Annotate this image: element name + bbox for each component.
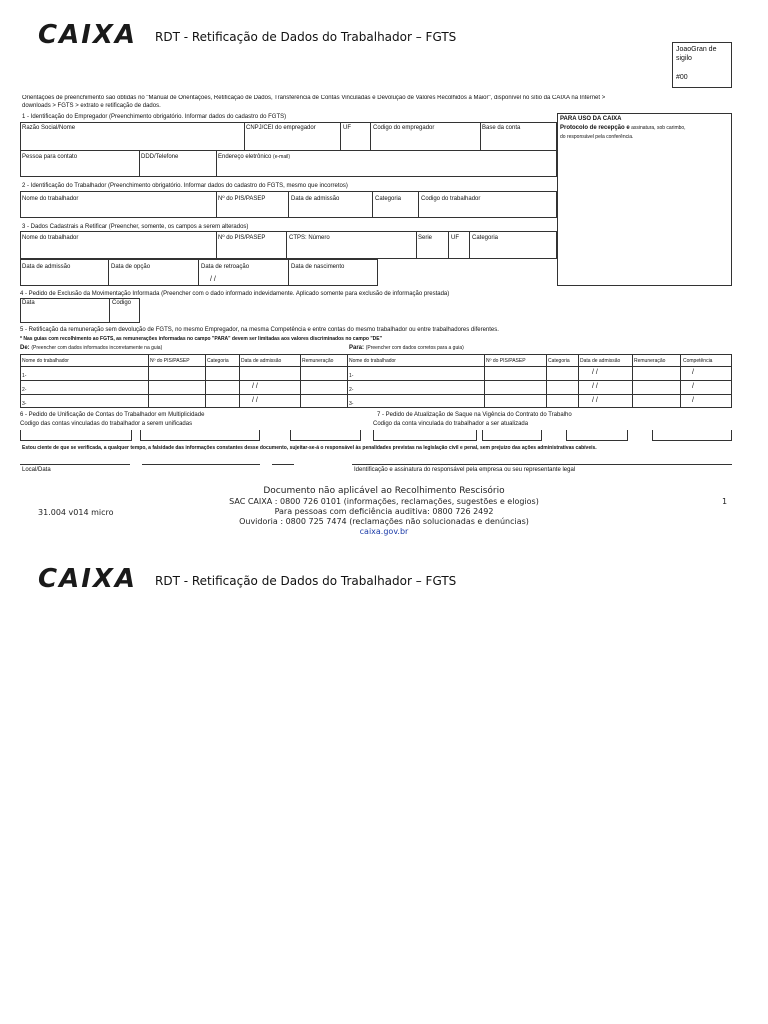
row-para-2[interactable]: 2-	[349, 387, 354, 393]
sec5-note: * Nas guias com recolhimento ao FGTS, as remunerações informadas no campo "PARA" devem ser limitadas aos valores discriminados no campo "DE"	[20, 336, 383, 342]
page2-title: RDT - Retificação de Dados do Trabalhador – FGTS	[155, 574, 457, 588]
sec5-v4	[300, 354, 301, 408]
col-de-categoria: Categoria	[207, 358, 229, 364]
col-para-pis: Nº do PIS/PASEP	[486, 358, 526, 364]
field-serie[interactable]: Serie	[418, 235, 433, 241]
sec2-div-d	[418, 191, 419, 218]
corner-line-3: #00	[676, 74, 688, 81]
sec7-sub: Codigo da conta vinculada do trabalhador a ser atualizada	[373, 421, 529, 427]
field-uf[interactable]: UF	[343, 125, 351, 131]
field-base-conta[interactable]: Base da conta	[482, 125, 521, 131]
declaration-text: Estou ciente de que se verificada, a qualquer tempo, a falsidade das informações constantes desse documento, sujeitar-se-á o responsável às penalidades previstas na legislação civil e penal, sem prejuízo das ações administrativas cabíveis.	[22, 445, 597, 451]
field-nome-trabalhador-3[interactable]: Nome do trabalhador	[22, 235, 79, 241]
sign-line-3	[272, 464, 294, 465]
sec5-de: De:	[20, 345, 30, 351]
field-codigo-empregador[interactable]: Codigo do empregador	[373, 125, 435, 131]
col-para-admissao: Data de admissão	[580, 358, 621, 364]
footer-link[interactable]: caixa.gov.br	[359, 527, 409, 536]
sec1-div-a	[244, 122, 245, 150]
uso-caixa-text-bold: Protocolo de recepção e	[560, 125, 630, 131]
col-para-remuneracao: Remuneração	[634, 358, 666, 364]
sec5-v2	[205, 354, 206, 408]
field-email[interactable]	[218, 154, 290, 161]
field-razao-social[interactable]: Razão Social/Nome	[22, 125, 76, 131]
col-de-admissao: Data de admissão	[241, 358, 282, 364]
field-categoria[interactable]: Categoria	[375, 196, 402, 202]
signature-line	[352, 464, 732, 465]
sec4-div	[109, 298, 110, 323]
field-nome-trabalhador[interactable]: Nome do trabalhador	[22, 196, 79, 202]
field-pis[interactable]: Nº do PIS/PASEP	[218, 196, 266, 202]
sec2-div-c	[372, 191, 373, 218]
sec3-div-d	[448, 231, 449, 259]
uso-caixa-text-2: do responsável pela conferência.	[560, 134, 634, 140]
uso-caixa-title: PARA USO DA CAIXA	[560, 116, 622, 122]
sec3-div-f	[108, 259, 109, 286]
page-number: 1	[722, 497, 728, 506]
field-email-note: (e-mail)	[273, 154, 290, 160]
field-data-4[interactable]: Data	[22, 300, 35, 306]
uso-caixa-text	[560, 125, 686, 132]
sec5-para: Para:	[349, 345, 365, 351]
sec1-div-f	[216, 150, 217, 177]
sec4-header: 4 - Pedido de Exclusão da Movimentação Informada (Preencher com o dado informado indevidamente. Aplicado somente para exclusão de informação prestada)	[20, 291, 450, 297]
sec1-row-divider	[20, 150, 557, 151]
retroacao-slash: / /	[210, 276, 216, 283]
footer-code: 31.004 v014 micro	[38, 508, 114, 517]
sec5-h1	[20, 366, 732, 367]
field-data-nascimento[interactable]: Data de nascimento	[291, 264, 345, 270]
sec3-div-g	[198, 259, 199, 286]
sec6-sub: Codigo das contas vinculadas do trabalhador a serem unificadas	[20, 421, 193, 427]
sec5-v6	[484, 354, 485, 408]
row-para-1[interactable]: 1-	[349, 373, 354, 379]
field-pis-3[interactable]: Nº do PIS/PASEP	[218, 235, 266, 241]
footer-line-3: Para pessoas com deficiência auditiva: 0800 726 2492	[274, 507, 494, 516]
field-uf-3[interactable]: UF	[451, 235, 459, 241]
uso-caixa-text-rest: assinatura, sob carimbo,	[629, 125, 686, 131]
sec3-div-h	[288, 259, 289, 286]
sec5-v1	[148, 354, 149, 408]
sec3-div-b	[286, 231, 287, 259]
sec3-div-a	[216, 231, 217, 259]
sec1-div-c	[370, 122, 371, 150]
col-para-categoria: Categoria	[548, 358, 570, 364]
field-cnpj[interactable]: CNPJ/CEI do empregador	[246, 125, 316, 131]
col-para-nome: Nome do trabalhador	[349, 358, 396, 364]
field-codigo-4[interactable]: Codigo	[112, 300, 132, 306]
sec7-header: 7 - Pedido de Atualização de Saque na Vigência do Contrato do Trabalho	[377, 412, 572, 418]
sec5-v9	[632, 354, 633, 408]
footer-line-2: SAC CAIXA : 0800 726 0101 (informações, reclamações, sugestões e elogios)	[229, 497, 539, 506]
col-para-competencia: Competência	[683, 358, 713, 364]
field-codigo-trabalhador[interactable]: Codigo do trabalhador	[421, 196, 481, 202]
sec5-de-label	[20, 345, 162, 352]
row-de-2[interactable]: 2-	[22, 387, 27, 393]
sec5-de-note: (Preencher com dados informados incorretamente na guia)	[31, 345, 163, 351]
para-comp-1: /	[692, 369, 694, 376]
sec5-v5	[347, 354, 348, 408]
intro-text: Orientações de preenchimento são obtidas no "Manual de Orientações, Retificação de Dados, Transferência de Contas Vinculadas e Devolução de Valores Recolhidos a Maior", disponível no sítio da CAIXA na Internet >	[22, 95, 606, 101]
uso-caixa-box	[557, 113, 732, 286]
sec6-header: 6 - Pedido de Unificação de Contas do Trabalhador em Multiplicidade	[20, 412, 205, 418]
sec5-h3	[20, 394, 732, 395]
row-de-1[interactable]: 1-	[22, 373, 27, 379]
sec5-v8	[578, 354, 579, 408]
footer-line-4: Ouvidoria : 0800 725 7474 (reclamações não solucionadas e denúncias)	[239, 517, 529, 526]
atual-box-3[interactable]	[566, 430, 628, 441]
col-de-pis: Nº do PIS/PASEP	[150, 358, 190, 364]
sec1-div-e	[139, 150, 140, 177]
sec3-header: 3 - Dados Cadastrais a Retificar (Preencher, somente, os campos a serem alterados)	[22, 224, 249, 230]
unif-box-2[interactable]	[140, 430, 260, 441]
caixa-logo-page2: CAIXA	[38, 564, 138, 594]
sec5-h2	[20, 380, 732, 381]
sec3-div-e	[469, 231, 470, 259]
field-data-admissao[interactable]: Data de admissão	[291, 196, 340, 202]
sec1-div-d	[480, 122, 481, 150]
row-para-3[interactable]: 3-	[349, 401, 354, 407]
para-comp-3: /	[692, 397, 694, 404]
field-ctps[interactable]: CTPS: Número	[289, 235, 330, 241]
corner-line-1: JoaoGran de	[676, 46, 717, 53]
sec5-v7	[546, 354, 547, 408]
unif-box-3[interactable]	[290, 430, 361, 441]
col-de-remuneracao: Remuneração	[302, 358, 334, 364]
sec5-header: 5 - Retificação da remuneração sem devolução de FGTS, no mesmo Empregador, na mesma Competência e entre contas do mesmo trabalhador ou entre trabalhadores diferentes.	[20, 327, 499, 333]
sec1-div-b	[340, 122, 341, 150]
para-date-1: / /	[592, 369, 598, 376]
de-date-3: / /	[252, 397, 258, 404]
para-date-3: / /	[592, 397, 598, 404]
atual-box-4[interactable]	[652, 430, 732, 441]
field-data-retroacao[interactable]: Data de retroação	[201, 264, 250, 270]
para-comp-2: /	[692, 383, 694, 390]
field-email-label: Endereço eletrônico	[218, 154, 272, 160]
sec2-div-a	[216, 191, 217, 218]
row-de-3[interactable]: 3-	[22, 401, 27, 407]
sec2-header: 2 - Identificação do Trabalhador (Preenchimento obrigatório. Informar dados do cadastro do FGTS, mesmo que incorretos)	[22, 183, 348, 189]
sec5-v10	[680, 354, 681, 408]
sec5-para-label	[349, 345, 464, 352]
sec5-para-note: (Preencher com dados corretos para a guia)	[365, 345, 464, 351]
field-categoria-3[interactable]: Categoria	[472, 235, 499, 241]
field-data-opcao[interactable]: Data de opção	[111, 264, 151, 270]
atual-box-1[interactable]	[373, 430, 477, 441]
field-data-admissao-3[interactable]: Data de admissão	[22, 264, 71, 270]
intro-text-2: downloads > FGTS > extrato e retificação de dados.	[22, 103, 161, 109]
de-date-2: / /	[252, 383, 258, 390]
caixa-logo: CAIXA	[38, 20, 138, 50]
sec1-header: 1 - Identificação do Empregador (Preenchimento obrigatório. Informar dados do cadastro do FGTS)	[22, 114, 287, 120]
local-data-label: Local/Data	[22, 467, 51, 473]
sec5-v3	[239, 354, 240, 408]
field-pessoa-contato[interactable]: Pessoa para contato	[22, 154, 78, 160]
sec2-div-b	[288, 191, 289, 218]
col-de-nome: Nome do trabalhador	[22, 358, 69, 364]
atual-box-2[interactable]	[482, 430, 542, 441]
local-data-line	[20, 464, 130, 465]
sign-line-2	[142, 464, 260, 465]
corner-box	[672, 42, 732, 88]
footer-line-1: Documento não aplicável ao Recolhimento Rescisório	[263, 486, 505, 496]
corner-line-2: sigilo	[676, 55, 692, 62]
field-ddd-telefone[interactable]: DDD/Telefone	[141, 154, 179, 160]
sec3-div-c	[416, 231, 417, 259]
page-title: RDT - Retificação de Dados do Trabalhador – FGTS	[155, 30, 457, 44]
unif-box-1[interactable]	[20, 430, 132, 441]
para-date-2: / /	[592, 383, 598, 390]
signature-label: Identificação e assinatura do responsável pela empresa ou seu representante legal	[354, 467, 576, 473]
